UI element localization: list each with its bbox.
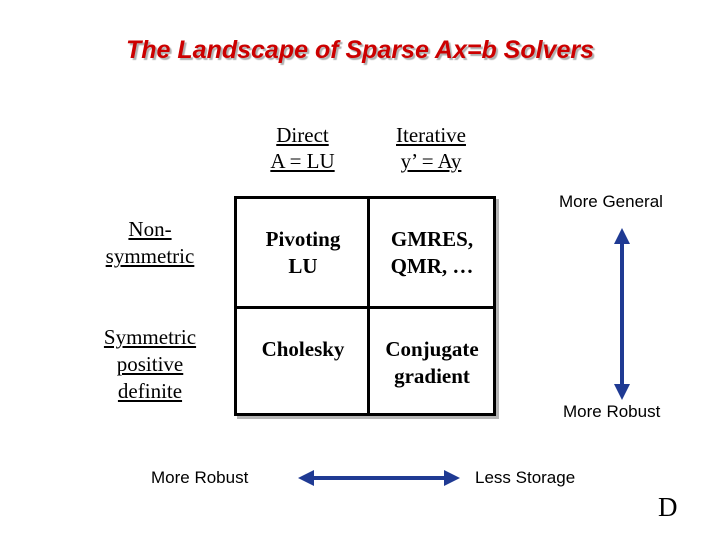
column-header-direct-formula: A = LU	[270, 149, 335, 173]
cell-text: LU	[288, 254, 318, 278]
label-more-robust-vertical: More Robust	[563, 402, 661, 421]
label-less-storage: Less Storage	[475, 468, 576, 487]
cell-text: QMR, …	[390, 254, 474, 278]
vertical-double-arrow	[614, 228, 630, 400]
horizontal-double-arrow	[298, 470, 460, 486]
label-more-robust-horizontal: More Robust	[151, 468, 249, 487]
cell-text: GMRES,	[390, 227, 474, 251]
column-header-direct-name: Direct	[276, 123, 329, 147]
slide-title: The Landscape of Sparse Ax=b Solvers	[126, 36, 594, 64]
cell-text: Conjugate	[385, 337, 479, 361]
row-header-nonsymmetric-line: Non-	[128, 217, 172, 241]
cell-text: Pivoting	[265, 227, 341, 251]
label-more-general: More General	[559, 192, 663, 211]
row-header-symmetric-line: Symmetric	[103, 325, 197, 349]
row-header-symmetric-line: positive	[116, 352, 184, 376]
cell-text: Cholesky	[261, 337, 345, 361]
row-header-symmetric-line: definite	[117, 379, 183, 403]
column-header-iterative-name: Iterative	[396, 123, 466, 147]
cell-text: gradient	[394, 364, 470, 388]
corner-letter: D	[658, 492, 678, 522]
row-header-nonsymmetric-line: symmetric	[105, 244, 195, 268]
column-header-iterative-formula: y’ = Ay	[400, 149, 462, 173]
